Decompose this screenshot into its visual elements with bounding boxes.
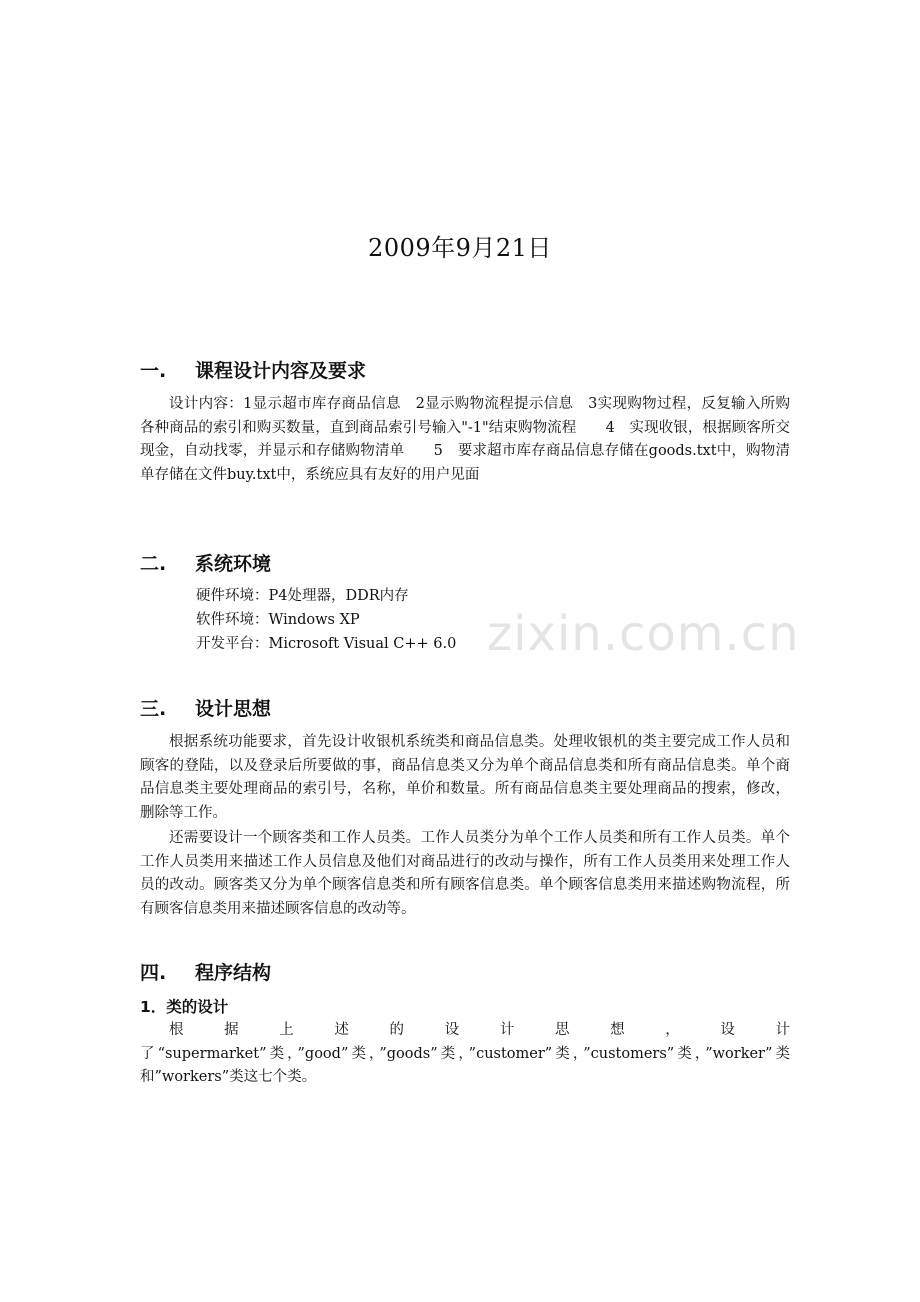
subsection-body: 根据上述的设计思想，设计了“supermarket”类，”good”类，”goods”类，”customer”类，”customers”类，”worker”类和”workers”类这七个类。 bbox=[140, 1022, 790, 1085]
document-date: 2009年9月21日 bbox=[368, 234, 552, 262]
section-number: 四. bbox=[140, 962, 167, 984]
section-heading-4 bbox=[140, 958, 271, 985]
software-env-line: 软件环境：Windows XP bbox=[196, 612, 360, 628]
section-title: 设计思想 bbox=[195, 698, 272, 720]
section-title: 课程设计内容及要求 bbox=[195, 360, 367, 382]
section-3-paragraph-1: 根据系统功能要求，首先设计收银机系统类和商品信息类。处理收银机的类主要完成工作人员和顾客的登陆，以及登录后所要做的事，商品信息类又分为单个商品信息类和所有商品信息类。单个商品信息类主要处理商品的索引号，名称，单价和数量。所有商品信息类主要处理商品的搜索，修改，删除等工作。 bbox=[140, 734, 790, 821]
section-title: 程序结构 bbox=[195, 962, 272, 984]
section-3-paragraph-2: 还需要设计一个顾客类和工作人员类。工作人员类分为单个工作人员类和所有工作人员类。单个工作人员类用来描述工作人员信息及他们对商品进行的改动与操作，所有工作人员类用来处理工作人员的改动。顾客类又分为单个顾客信息类和所有顾客信息类。单个顾客信息类用来描述购物流程，所有顾客信息类用来描述顾客信息的改动等。 bbox=[140, 830, 790, 917]
section-heading-2 bbox=[140, 549, 271, 576]
hardware-env-line: 硬件环境：P4处理器，DDR内存 bbox=[196, 588, 409, 604]
section-number: 二. bbox=[140, 553, 167, 575]
section-heading-3 bbox=[140, 694, 271, 721]
section-title: 系统环境 bbox=[195, 553, 272, 575]
section-heading-1 bbox=[140, 356, 366, 383]
dev-platform-line: 开发平台：Microsoft Visual C++ 6.0 bbox=[196, 636, 457, 652]
subsection-heading: 1．类的设计 bbox=[140, 998, 229, 1016]
watermark: zixin.com.cn bbox=[487, 606, 800, 662]
section-1-body: 设计内容：1显示超市库存商品信息 2显示购物流程提示信息 3实现购物过程，反复输入所购各种商品的索引和购买数量，直到商品索引号输入"-1"结束购物流程 4 实现收银，根据顾客所交现金，自动找零，并显示和存储购物清单 5 要求超市库存商品信息存储在goods.txt中，购物清单存储在文件buy.txt中，系统应具有友好的用户见面 bbox=[140, 396, 790, 483]
section-number: 三. bbox=[140, 698, 167, 720]
section-number: 一. bbox=[140, 360, 167, 382]
